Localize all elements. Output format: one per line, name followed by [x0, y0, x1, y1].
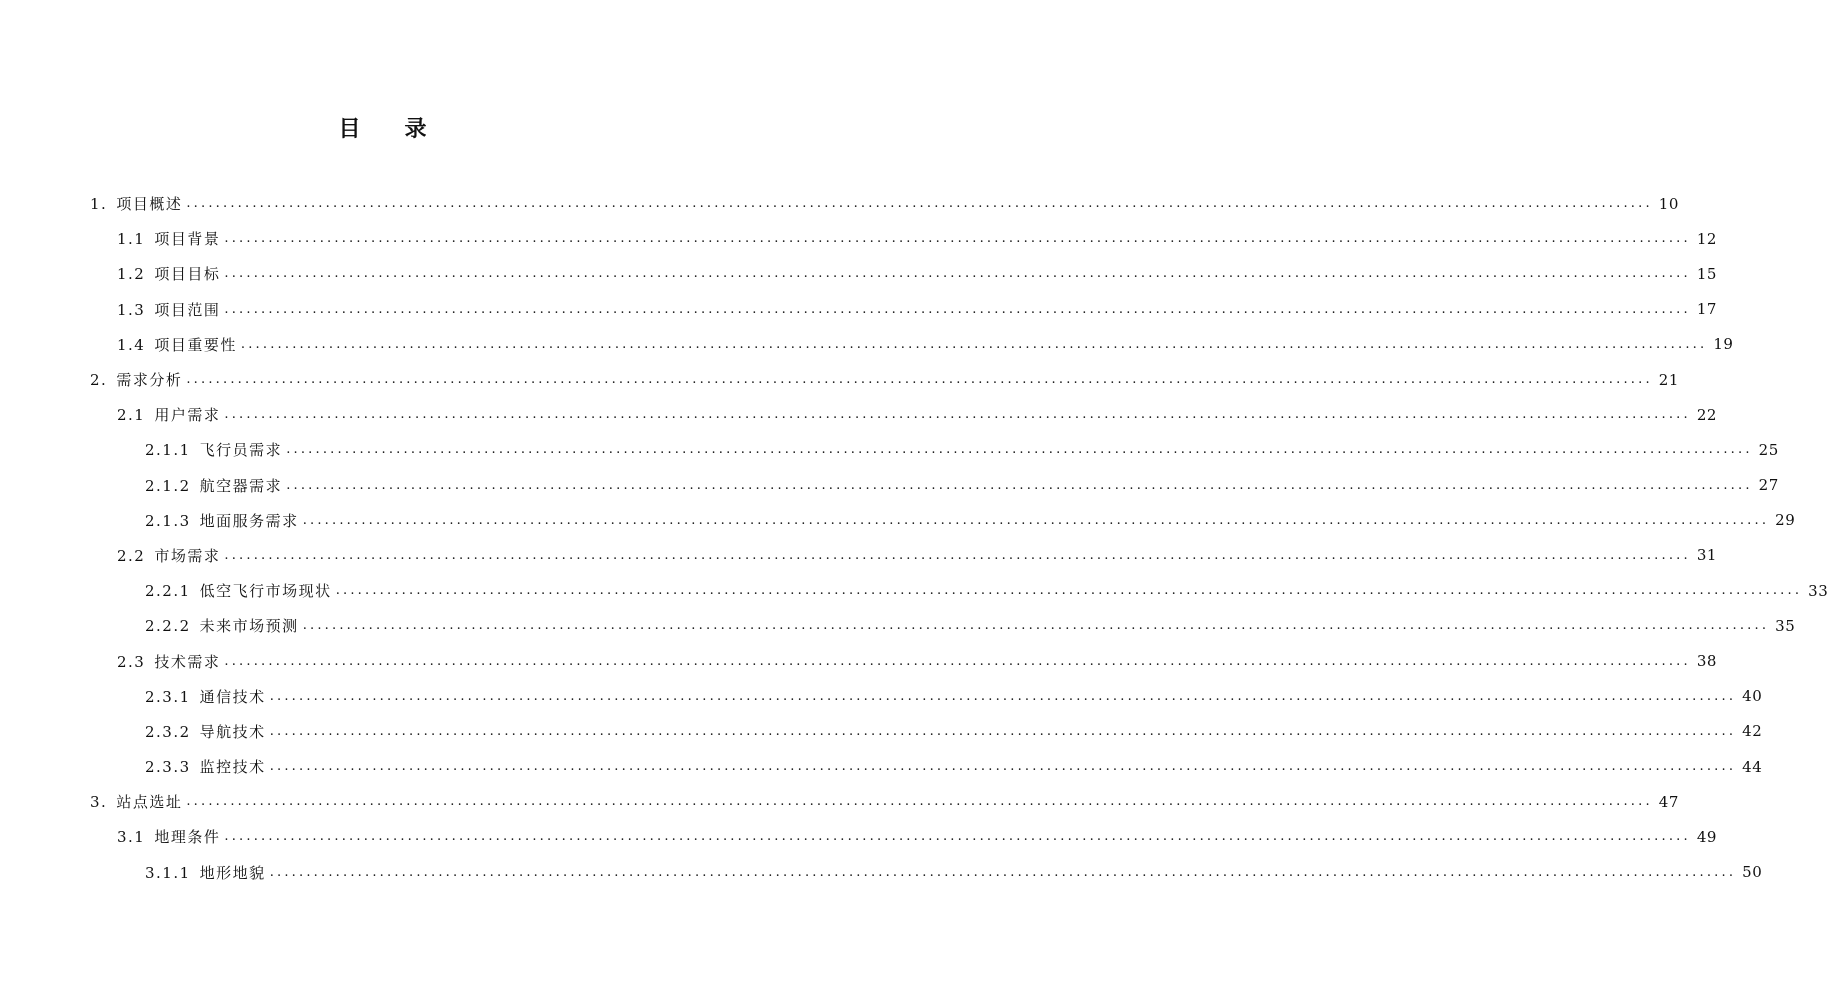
- toc-entry-number: 1.3: [117, 300, 146, 319]
- toc-entry-label: [145, 721, 266, 742]
- toc-entry-page-number: 47: [1658, 792, 1679, 811]
- toc-entry-number: 2.3.3: [145, 758, 191, 777]
- toc-dot-leader: ........................................................................................................................................................................................................: [224, 231, 1691, 247]
- toc-dot-leader: ........................................................................................................................................................................................................: [224, 301, 1691, 317]
- toc-entry-number: 3.1.1: [145, 863, 191, 882]
- toc-dot-leader: ........................................................................................................................................................................................................: [240, 336, 1708, 352]
- toc-entry-page-number: 44: [1742, 757, 1763, 776]
- toc-entry-title: 站点选址: [116, 793, 183, 812]
- toc-entry-number: 1.4: [117, 335, 146, 354]
- toc-entry-number: 2.3: [117, 652, 146, 671]
- toc-entry-number: 2.3.2: [145, 722, 191, 741]
- toc-entry-label: [145, 510, 299, 531]
- toc-entry[interactable]: [0, 292, 1717, 327]
- toc-entry[interactable]: [0, 714, 1763, 749]
- toc-entry-label: [145, 615, 299, 636]
- toc-dot-leader: ........................................................................................................................................................................................................: [224, 407, 1691, 423]
- toc-entry[interactable]: [0, 186, 1679, 221]
- toc-entry-label: [117, 651, 220, 672]
- toc-dot-leader: ........................................................................................................................................................................................................: [186, 794, 1653, 810]
- toc-entry-title: 监控技术: [199, 758, 266, 777]
- toc-entry-label: [117, 545, 220, 566]
- toc-entry-label: [117, 404, 220, 425]
- toc-entry[interactable]: [0, 749, 1763, 784]
- toc-entry[interactable]: [0, 855, 1763, 890]
- toc-entry-label: [117, 299, 220, 320]
- toc-entry-number: 2.: [90, 371, 108, 390]
- toc-entry[interactable]: [0, 221, 1717, 256]
- toc-entry-label: [90, 369, 182, 390]
- toc-entry-label: [145, 686, 266, 707]
- toc-entry-title: 飞行员需求: [199, 441, 283, 460]
- toc-entry-title: 项目范围: [154, 300, 221, 319]
- toc-entry-page-number: 19: [1713, 335, 1734, 354]
- toc-entry-number: 3.1: [117, 828, 146, 847]
- toc-dot-leader: ........................................................................................................................................................................................................: [286, 477, 1753, 493]
- toc-entry-label: [90, 791, 182, 812]
- toc-entry-page-number: 49: [1696, 827, 1717, 846]
- toc-entry-page-number: 27: [1758, 476, 1779, 495]
- toc-entry-number: 1.2: [117, 265, 146, 284]
- toc-entry-title: 需求分析: [116, 371, 183, 390]
- toc-dot-leader: ........................................................................................................................................................................................................: [286, 442, 1753, 458]
- toc-entry[interactable]: [0, 784, 1679, 819]
- toc-entry[interactable]: [0, 819, 1717, 854]
- toc-entry-number: 2.2: [117, 546, 146, 565]
- toc-entry-page-number: 40: [1742, 687, 1763, 706]
- toc-entry-number: 2.1.1: [145, 441, 191, 460]
- toc-entry-page-number: 10: [1658, 194, 1679, 213]
- toc-dot-leader: ........................................................................................................................................................................................................: [335, 583, 1803, 599]
- toc-entry[interactable]: [0, 362, 1679, 397]
- toc-entry-label: [117, 826, 220, 847]
- title-char-second: 录: [404, 117, 427, 142]
- toc-entry[interactable]: [0, 468, 1779, 503]
- toc-entry[interactable]: [0, 256, 1717, 291]
- toc-entry[interactable]: [0, 573, 1829, 608]
- toc-entry-title: 市场需求: [154, 546, 221, 565]
- toc-entry-page-number: 12: [1696, 229, 1717, 248]
- toc-entry-page-number: 22: [1696, 405, 1717, 424]
- toc-entry-title: 用户需求: [154, 406, 221, 425]
- toc-entry-page-number: 29: [1775, 511, 1796, 530]
- toc-entry-title: 项目目标: [154, 265, 221, 284]
- toc-entry-title: 航空器需求: [199, 476, 283, 495]
- toc-entry-label: [145, 580, 332, 601]
- toc-entry-label: [145, 439, 282, 460]
- page-title: [0, 112, 765, 143]
- toc-entry[interactable]: [0, 608, 1796, 643]
- toc-entry[interactable]: [0, 397, 1717, 432]
- toc-dot-leader: ........................................................................................................................................................................................................: [302, 618, 1770, 634]
- toc-entry-label: [145, 756, 266, 777]
- toc-entry[interactable]: [0, 538, 1717, 573]
- toc-entry-title: 低空飞行市场现状: [199, 582, 332, 601]
- toc-entry[interactable]: [0, 643, 1717, 678]
- toc-entry-page-number: 50: [1742, 863, 1763, 882]
- title-char-first: 目: [338, 117, 361, 142]
- toc-entry-title: 导航技术: [199, 722, 266, 741]
- toc-entry-label: [117, 334, 237, 355]
- toc-dot-leader: ........................................................................................................................................................................................................: [224, 266, 1691, 282]
- toc-entry-page-number: 38: [1696, 652, 1717, 671]
- toc-dot-leader: ........................................................................................................................................................................................................: [302, 512, 1770, 528]
- toc-dot-leader: ........................................................................................................................................................................................................: [269, 864, 1737, 880]
- toc-entry[interactable]: [0, 327, 1734, 362]
- toc-entry[interactable]: [0, 679, 1763, 714]
- toc-dot-leader: ........................................................................................................................................................................................................: [269, 759, 1737, 775]
- toc-entry-page-number: 21: [1658, 370, 1679, 389]
- toc-dot-leader: ........................................................................................................................................................................................................: [269, 723, 1737, 739]
- toc-entry-number: 2.3.1: [145, 687, 191, 706]
- table-of-contents: [0, 186, 1829, 890]
- toc-entry-number: 2.2.2: [145, 617, 191, 636]
- toc-entry-number: 2.1.2: [145, 476, 191, 495]
- toc-entry-label: [145, 475, 282, 496]
- toc-dot-leader: ........................................................................................................................................................................................................: [186, 196, 1653, 212]
- toc-entry-label: [117, 228, 220, 249]
- toc-entry-label: [117, 263, 220, 284]
- toc-entry-number: 3.: [90, 793, 108, 812]
- toc-entry-number: 2.1: [117, 406, 146, 425]
- toc-entry-label: [145, 862, 266, 883]
- toc-dot-leader: ........................................................................................................................................................................................................: [269, 688, 1737, 704]
- toc-entry-page-number: 15: [1696, 264, 1717, 283]
- toc-entry-title: 技术需求: [154, 652, 221, 671]
- toc-entry-page-number: 42: [1742, 722, 1763, 741]
- toc-entry-number: 2.2.1: [145, 582, 191, 601]
- toc-dot-leader: ........................................................................................................................................................................................................: [224, 829, 1691, 845]
- toc-entry-label: [90, 193, 182, 214]
- toc-entry[interactable]: [0, 503, 1796, 538]
- toc-entry-title: 通信技术: [199, 687, 266, 706]
- toc-entry-title: 未来市场预测: [199, 617, 299, 636]
- toc-entry-number: 1.1: [117, 230, 146, 249]
- toc-entry-page-number: 25: [1758, 440, 1779, 459]
- toc-entry-page-number: 17: [1696, 300, 1717, 319]
- toc-entry-title: 项目背景: [154, 230, 221, 249]
- toc-entry-title: 项目概述: [116, 195, 183, 214]
- toc-dot-leader: ........................................................................................................................................................................................................: [224, 653, 1691, 669]
- toc-entry-title: 地形地貌: [199, 863, 266, 882]
- toc-entry-title: 地面服务需求: [199, 511, 299, 530]
- toc-entry-number: 2.1.3: [145, 511, 191, 530]
- toc-dot-leader: ........................................................................................................................................................................................................: [186, 372, 1653, 388]
- toc-entry-page-number: 31: [1696, 546, 1717, 565]
- toc-entry-page-number: 35: [1775, 616, 1796, 635]
- toc-entry[interactable]: [0, 432, 1779, 467]
- toc-entry-number: 1.: [90, 195, 108, 214]
- toc-dot-leader: ........................................................................................................................................................................................................: [224, 547, 1691, 563]
- toc-entry-title: 项目重要性: [154, 335, 237, 354]
- toc-entry-page-number: 33: [1808, 581, 1829, 600]
- toc-entry-title: 地理条件: [154, 828, 221, 847]
